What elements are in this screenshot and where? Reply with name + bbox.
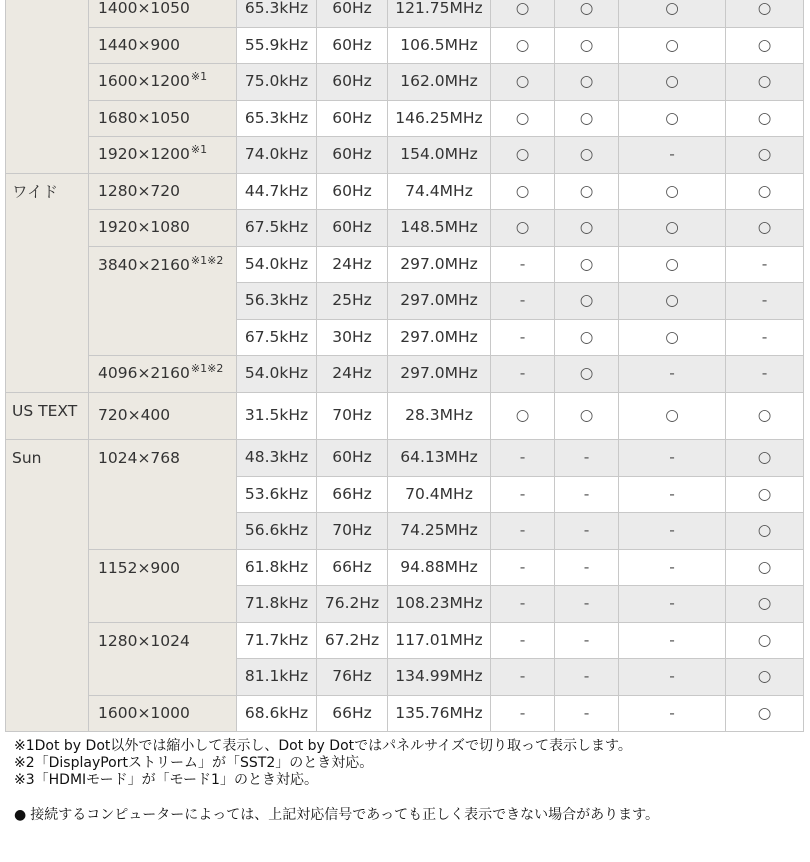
input-3-cell: ○ [619, 173, 726, 210]
input-3-cell: ○ [619, 0, 726, 27]
category-cell: ワイド [6, 173, 89, 392]
resolution-cell [89, 137, 237, 174]
input-4-cell: ○ [726, 392, 804, 440]
input-4-cell: ○ [726, 659, 804, 696]
table-row [6, 246, 804, 283]
h-freq-cell: 61.8kHz [237, 549, 317, 586]
compatibility-warning [14, 807, 659, 824]
input-4-cell: ○ [726, 549, 804, 586]
category-cell: Sun [6, 440, 89, 732]
input-1-cell: - [491, 622, 555, 659]
input-1-cell: - [491, 659, 555, 696]
input-3-cell: - [619, 659, 726, 696]
resolution-label: 1400×1050 [98, 0, 190, 17]
table-row [6, 440, 804, 477]
input-4-cell: - [726, 246, 804, 283]
input-1-cell: ○ [491, 210, 555, 247]
h-freq-cell: 75.0kHz [237, 64, 317, 101]
input-3-cell: - [619, 440, 726, 477]
input-1-cell: ○ [491, 392, 555, 440]
input-4-cell: ○ [726, 695, 804, 732]
h-freq-cell: 71.8kHz [237, 586, 317, 623]
h-freq-cell: 31.5kHz [237, 392, 317, 440]
h-freq-cell: 68.6kHz [237, 695, 317, 732]
input-4-cell: ○ [726, 64, 804, 101]
resolution-cell [89, 246, 237, 356]
input-2-cell: ○ [555, 64, 619, 101]
h-freq-cell: 54.0kHz [237, 246, 317, 283]
v-freq-cell: 70Hz [317, 513, 388, 550]
input-2-cell: - [555, 695, 619, 732]
v-freq-cell: 60Hz [317, 27, 388, 64]
input-2-cell: - [555, 586, 619, 623]
timing-table-body [6, 0, 804, 732]
h-freq-cell: 56.3kHz [237, 283, 317, 320]
input-2-cell: ○ [555, 100, 619, 137]
input-4-cell: ○ [726, 513, 804, 550]
input-2-cell: - [555, 476, 619, 513]
input-1-cell: - [491, 586, 555, 623]
v-freq-cell: 76.2Hz [317, 586, 388, 623]
input-2-cell: ○ [555, 210, 619, 247]
v-freq-cell: 60Hz [317, 210, 388, 247]
input-1-cell: - [491, 246, 555, 283]
input-1-cell: ○ [491, 0, 555, 27]
input-1-cell: ○ [491, 64, 555, 101]
dot-clock-cell: 28.3MHz [388, 392, 491, 440]
h-freq-cell: 65.3kHz [237, 100, 317, 137]
input-2-cell: ○ [555, 392, 619, 440]
input-2-cell: ○ [555, 0, 619, 27]
v-freq-cell: 60Hz [317, 173, 388, 210]
footnote-3: ※3「HDMIモード」が「モード1」のとき対応。 [14, 772, 318, 788]
input-4-cell: ○ [726, 586, 804, 623]
dot-clock-cell: 70.4MHz [388, 476, 491, 513]
resolution-label: 1680×1050 [98, 108, 190, 127]
v-freq-cell: 60Hz [317, 137, 388, 174]
dot-clock-cell: 297.0MHz [388, 319, 491, 356]
input-4-cell: ○ [726, 137, 804, 174]
resolution-label: 3840×2160 [98, 255, 190, 274]
footnotes [14, 738, 659, 824]
resolution-cell [89, 27, 237, 64]
input-3-cell: - [619, 476, 726, 513]
v-freq-cell: 24Hz [317, 246, 388, 283]
dot-clock-cell: 74.4MHz [388, 173, 491, 210]
footnote-ref: ※1※2 [190, 362, 224, 375]
v-freq-cell: 70Hz [317, 392, 388, 440]
footnote-1: ※1Dot by Dot以外では縮小して表示し、Dot by Dotではパネルサイズで切り取って表示します。 [14, 738, 632, 754]
resolution-label: 720×400 [98, 406, 171, 424]
input-2-cell: ○ [555, 173, 619, 210]
h-freq-cell: 56.6kHz [237, 513, 317, 550]
input-2-cell: ○ [555, 283, 619, 320]
dot-clock-cell: 297.0MHz [388, 246, 491, 283]
input-4-cell: - [726, 319, 804, 356]
input-1-cell: ○ [491, 173, 555, 210]
table-row [6, 173, 804, 210]
input-1-cell: ○ [491, 27, 555, 64]
v-freq-cell: 25Hz [317, 283, 388, 320]
dot-clock-cell: 64.13MHz [388, 440, 491, 477]
footnote-ref: ※1※2 [190, 253, 224, 267]
v-freq-cell: 67.2Hz [317, 622, 388, 659]
input-3-cell: - [619, 513, 726, 550]
input-4-cell: - [726, 356, 804, 393]
input-1-cell: ○ [491, 100, 555, 137]
dot-clock-cell: 297.0MHz [388, 283, 491, 320]
dot-clock-cell: 108.23MHz [388, 586, 491, 623]
resolution-cell [89, 100, 237, 137]
input-4-cell: ○ [726, 0, 804, 27]
resolution-cell [89, 549, 237, 622]
v-freq-cell: 66Hz [317, 695, 388, 732]
input-4-cell: ○ [726, 27, 804, 64]
h-freq-cell: 71.7kHz [237, 622, 317, 659]
resolution-label: 1920×1200 [98, 145, 190, 163]
h-freq-cell: 53.6kHz [237, 476, 317, 513]
resolution-label: 1280×1024 [98, 631, 190, 650]
resolution-cell [89, 173, 237, 210]
h-freq-cell: 44.7kHz [237, 173, 317, 210]
category-cell: US TEXT [6, 392, 89, 440]
dot-clock-cell: 106.5MHz [388, 27, 491, 64]
resolution-label: 1024×768 [98, 449, 181, 467]
table-row [6, 64, 804, 101]
h-freq-cell: 55.9kHz [237, 27, 317, 64]
input-3-cell: - [619, 622, 726, 659]
h-freq-cell: 67.5kHz [237, 210, 317, 247]
resolution-label: 4096×2160 [98, 364, 190, 382]
input-1-cell: - [491, 476, 555, 513]
v-freq-cell: 76Hz [317, 659, 388, 696]
input-4-cell: - [726, 283, 804, 320]
resolution-label: 1440×900 [98, 35, 181, 54]
dot-clock-cell: 297.0MHz [388, 356, 491, 393]
input-2-cell: ○ [555, 137, 619, 174]
input-4-cell: ○ [726, 622, 804, 659]
input-3-cell: - [619, 549, 726, 586]
dot-clock-cell: 117.01MHz [388, 622, 491, 659]
input-3-cell: - [619, 586, 726, 623]
input-3-cell: ○ [619, 319, 726, 356]
resolution-cell [89, 392, 237, 440]
input-3-cell: - [619, 137, 726, 174]
input-1-cell: - [491, 283, 555, 320]
dot-clock-cell: 121.75MHz [388, 0, 491, 27]
v-freq-cell: 60Hz [317, 64, 388, 101]
input-2-cell: ○ [555, 246, 619, 283]
v-freq-cell: 30Hz [317, 319, 388, 356]
input-3-cell: ○ [619, 246, 726, 283]
input-2-cell: - [555, 440, 619, 477]
v-freq-cell: 60Hz [317, 0, 388, 27]
table-row [6, 210, 804, 247]
warning-text: 接続するコンピューターによっては、上記対応信号であっても正しく表示できない場合があります。 [30, 807, 659, 823]
footnote-ref: ※1 [190, 70, 208, 83]
resolution-cell [89, 210, 237, 247]
table-row [6, 0, 804, 27]
input-1-cell: - [491, 440, 555, 477]
table-row [6, 695, 804, 732]
h-freq-cell: 74.0kHz [237, 137, 317, 174]
input-3-cell: ○ [619, 27, 726, 64]
input-1-cell: - [491, 549, 555, 586]
dot-clock-cell: 148.5MHz [388, 210, 491, 247]
dot-clock-cell: 162.0MHz [388, 64, 491, 101]
dot-clock-cell: 154.0MHz [388, 137, 491, 174]
table-row [6, 100, 804, 137]
signal-timing-table [5, 0, 804, 732]
category-cell [6, 0, 89, 173]
v-freq-cell: 60Hz [317, 440, 388, 477]
input-1-cell: - [491, 356, 555, 393]
input-3-cell: ○ [619, 210, 726, 247]
input-4-cell: ○ [726, 173, 804, 210]
v-freq-cell: 66Hz [317, 476, 388, 513]
input-2-cell: - [555, 549, 619, 586]
table-row [6, 549, 804, 586]
resolution-cell [89, 622, 237, 695]
v-freq-cell: 66Hz [317, 549, 388, 586]
v-freq-cell: 24Hz [317, 356, 388, 393]
table-row [6, 137, 804, 174]
input-1-cell: - [491, 319, 555, 356]
dot-clock-cell: 134.99MHz [388, 659, 491, 696]
input-4-cell: ○ [726, 476, 804, 513]
footnote-ref: ※1 [190, 143, 208, 156]
table-row [6, 392, 804, 440]
input-1-cell: - [491, 513, 555, 550]
input-3-cell: ○ [619, 100, 726, 137]
resolution-cell [89, 440, 237, 550]
input-1-cell: - [491, 695, 555, 732]
table-row [6, 356, 804, 393]
input-3-cell: - [619, 356, 726, 393]
input-4-cell: ○ [726, 440, 804, 477]
footnote-2: ※2「DisplayPortストリーム」が「SST2」のとき対応。 [14, 755, 374, 771]
input-4-cell: ○ [726, 210, 804, 247]
input-2-cell: - [555, 659, 619, 696]
dot-clock-cell: 146.25MHz [388, 100, 491, 137]
input-3-cell: ○ [619, 283, 726, 320]
resolution-label: 1600×1200 [98, 72, 190, 90]
resolution-cell [89, 695, 237, 732]
dot-clock-cell: 94.88MHz [388, 549, 491, 586]
h-freq-cell: 81.1kHz [237, 659, 317, 696]
input-3-cell: - [619, 695, 726, 732]
input-2-cell: - [555, 622, 619, 659]
bullet-icon: ● [14, 807, 27, 823]
v-freq-cell: 60Hz [317, 100, 388, 137]
table-row [6, 622, 804, 659]
h-freq-cell: 48.3kHz [237, 440, 317, 477]
dot-clock-cell: 74.25MHz [388, 513, 491, 550]
input-4-cell: ○ [726, 100, 804, 137]
table-row [6, 27, 804, 64]
h-freq-cell: 65.3kHz [237, 0, 317, 27]
resolution-cell [89, 0, 237, 27]
h-freq-cell: 54.0kHz [237, 356, 317, 393]
input-2-cell: ○ [555, 356, 619, 393]
resolution-label: 1152×900 [98, 558, 181, 577]
input-2-cell: - [555, 513, 619, 550]
resolution-cell [89, 356, 237, 393]
resolution-label: 1280×720 [98, 181, 181, 200]
input-1-cell: ○ [491, 137, 555, 174]
input-3-cell: ○ [619, 64, 726, 101]
resolution-label: 1600×1000 [98, 703, 190, 722]
h-freq-cell: 67.5kHz [237, 319, 317, 356]
resolution-cell [89, 64, 237, 101]
input-2-cell: ○ [555, 319, 619, 356]
input-3-cell: ○ [619, 392, 726, 440]
resolution-label: 1920×1080 [98, 218, 190, 236]
dot-clock-cell: 135.76MHz [388, 695, 491, 732]
input-2-cell: ○ [555, 27, 619, 64]
